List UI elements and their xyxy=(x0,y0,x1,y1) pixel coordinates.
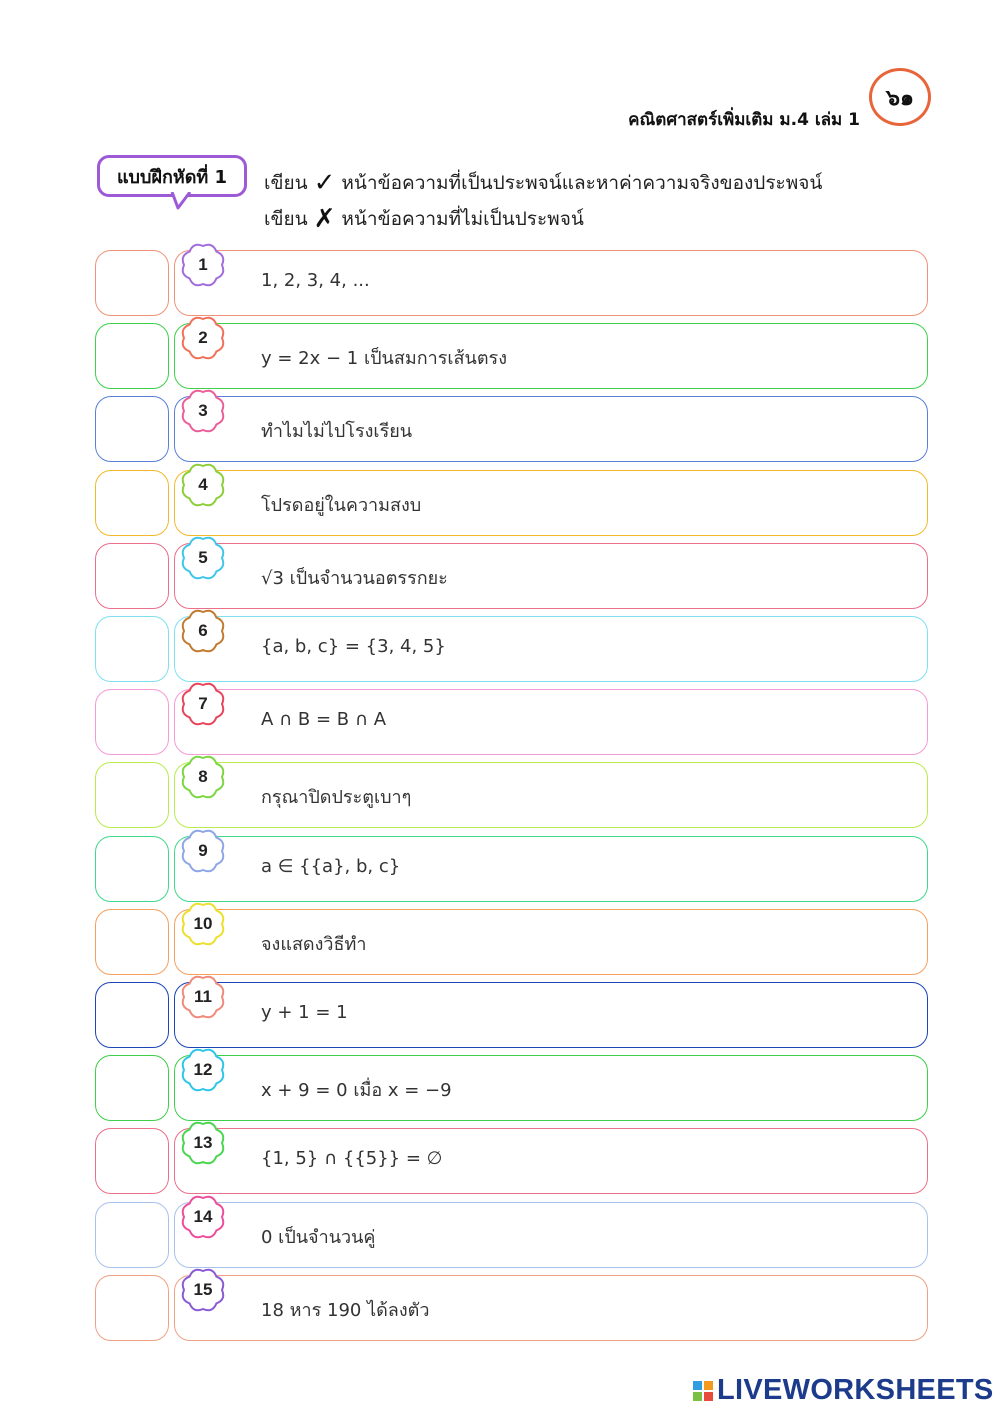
item-number-badge xyxy=(175,897,231,951)
exercise-label: แบบฝึกหัดที่ 1 xyxy=(97,155,247,197)
question-row xyxy=(0,1200,1000,1270)
question-row xyxy=(0,687,1000,757)
item-number: 1 xyxy=(198,255,208,274)
item-number: 7 xyxy=(198,694,208,714)
question-row xyxy=(0,321,1000,391)
statement-text: y = 2x − 1 เป็นสมการเส้นตรง xyxy=(261,348,507,370)
answer-box[interactable] xyxy=(95,396,169,462)
instruction-line-2 xyxy=(264,204,584,234)
statement-text: A ∩ B = B ∩ A xyxy=(261,709,387,731)
item-number: 9 xyxy=(198,840,208,860)
statement-text: a ∈ {{a}, b, c} xyxy=(261,855,401,877)
speech-tail-icon xyxy=(170,192,194,210)
statement-text: y + 1 = 1 xyxy=(261,1002,348,1023)
statement-text: กรุณาปิดประตูเบาๆ xyxy=(261,787,412,809)
item-number-badge xyxy=(175,1043,231,1097)
question-row xyxy=(0,980,1000,1050)
answer-box[interactable] xyxy=(95,836,169,902)
cross-mark-icon: ✗ xyxy=(313,204,336,234)
instruction-text: หน้าข้อความที่เป็นประพจน์และหาค่าความจริงของประพจน์ xyxy=(341,172,823,194)
answer-box[interactable] xyxy=(95,1202,169,1268)
answer-box[interactable] xyxy=(95,689,169,755)
brand-name: LIVEWORKSHEETS xyxy=(717,1374,994,1406)
answer-box[interactable] xyxy=(95,1275,169,1341)
item-number-badge xyxy=(175,384,231,438)
statement-text: 0 เป็นจำนวนคู่ xyxy=(261,1226,376,1248)
instruction-prefix: เขียน xyxy=(264,172,308,194)
item-number: 3 xyxy=(198,401,208,421)
answer-box[interactable] xyxy=(95,762,169,828)
statement-text: โปรดอยู่ในความสงบ xyxy=(261,494,422,516)
question-row xyxy=(0,1126,1000,1196)
item-number-badge xyxy=(175,1190,231,1244)
instruction-text: หน้าข้อความที่ไม่เป็นประพจน์ xyxy=(341,208,584,230)
header-title: คณิตศาสตร์เพิ่มเติม ม.4 เล่ม 1 xyxy=(628,110,860,130)
statement-text: {a, b, c} = {3, 4, 5} xyxy=(261,636,446,657)
item-number: 4 xyxy=(198,474,208,494)
item-number: 10 xyxy=(193,913,213,933)
item-number: 13 xyxy=(193,1133,213,1153)
instruction-line-1 xyxy=(264,168,822,198)
question-row xyxy=(0,1273,1000,1343)
item-number: 12 xyxy=(193,1060,213,1080)
answer-box[interactable] xyxy=(95,1055,169,1121)
item-number-badge xyxy=(175,604,231,658)
answer-box[interactable] xyxy=(95,323,169,389)
question-row xyxy=(0,907,1000,977)
question-row xyxy=(0,1053,1000,1123)
statement-text: x + 9 = 0 เมื่อ x = −9 xyxy=(261,1080,452,1102)
item-number: 5 xyxy=(198,547,208,567)
instruction-prefix: เขียน xyxy=(264,208,308,230)
statement-text: 1, 2, 3, 4, ... xyxy=(261,270,370,291)
question-row xyxy=(0,834,1000,904)
answer-box[interactable] xyxy=(95,909,169,975)
statement-text: √3 เป็นจำนวนอตรรกยะ xyxy=(261,567,448,589)
statement-text: ทำไมไม่ไปโรงเรียน xyxy=(261,421,413,443)
item-number-badge xyxy=(175,1263,231,1317)
answer-box[interactable] xyxy=(95,250,169,316)
item-number: 2 xyxy=(198,328,208,348)
answer-box[interactable] xyxy=(95,616,169,682)
item-number-badge xyxy=(175,824,231,878)
question-row xyxy=(0,614,1000,684)
question-row xyxy=(0,760,1000,830)
item-number-badge xyxy=(175,311,231,365)
statement-text: จงแสดงวิธีทำ xyxy=(261,933,367,955)
logo-grid-icon xyxy=(693,1381,713,1401)
item-number: 8 xyxy=(198,767,208,787)
item-number-badge xyxy=(175,238,231,292)
page-number-badge: ๖๑ xyxy=(869,68,931,126)
answer-box[interactable] xyxy=(95,470,169,536)
item-number-badge xyxy=(175,970,231,1024)
item-number-badge xyxy=(175,677,231,731)
question-row xyxy=(0,248,1000,318)
item-number: 15 xyxy=(193,1279,213,1299)
question-row xyxy=(0,541,1000,611)
item-number-badge xyxy=(175,458,231,512)
item-number: 11 xyxy=(194,987,212,1006)
item-number: 6 xyxy=(198,621,208,640)
statement-text: {1, 5} ∩ {{5}} = ∅ xyxy=(261,1148,443,1170)
item-number-badge xyxy=(175,750,231,804)
check-mark-icon: ✓ xyxy=(313,168,336,198)
question-row xyxy=(0,394,1000,464)
item-number: 14 xyxy=(193,1206,213,1226)
item-number-badge xyxy=(175,531,231,585)
answer-box[interactable] xyxy=(95,982,169,1048)
question-row xyxy=(0,468,1000,538)
item-number-badge xyxy=(175,1116,231,1170)
answer-box[interactable] xyxy=(95,543,169,609)
liveworksheets-logo xyxy=(693,1374,994,1407)
statement-text: 18 หาร 190 ได้ลงตัว xyxy=(261,1299,430,1321)
answer-box[interactable] xyxy=(95,1128,169,1194)
